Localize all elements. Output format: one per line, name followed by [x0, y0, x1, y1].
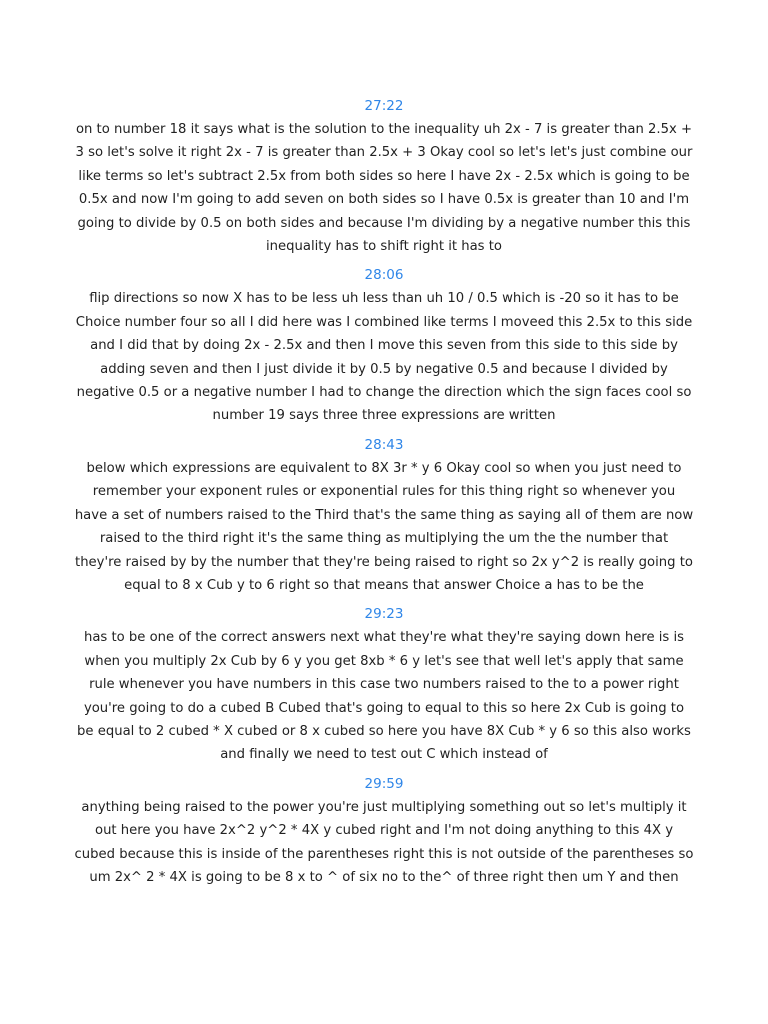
transcript-line: raised to the third right it's the same thing as multiplying the um the the number that: [99, 531, 669, 547]
transcript-segment: [0, 265, 768, 427]
timestamp-link[interactable]: 28:06: [364, 267, 404, 284]
transcript-line: inequality has to shift right it has to: [266, 239, 502, 255]
transcript-line: anything being raised to the power you're just multiplying something out so let's multiply it: [81, 799, 687, 815]
transcript-line: number 19 says three three expressions are written: [212, 408, 556, 424]
transcript-line: has to be one of the correct answers next what they're what they're saying down here is is: [83, 630, 685, 646]
transcript-segment: [0, 774, 768, 890]
transcript-segment: [0, 435, 768, 597]
timestamp-link[interactable]: 27:22: [364, 98, 404, 114]
transcript-line: 0.5x and now I'm going to add seven on both sides so I have 0.5x is greater than 10 and I'm: [78, 192, 690, 208]
transcript-line: and finally we need to test out C which instead of: [220, 747, 548, 763]
transcript-segment: [0, 604, 768, 766]
timestamp-link[interactable]: 29:23: [364, 606, 404, 623]
transcript-line: on to number 18 it says what is the solution to the inequality uh 2x - 7 is greater than 2.5x +: [75, 122, 693, 137]
transcript-line: like terms so let's subtract 2.5x from both sides so here I have 2x - 2.5x which is going to be: [78, 168, 690, 184]
transcript-line: flip directions so now X has to be less uh less than uh 10 / 0.5 which is -20 so it has to be: [89, 291, 679, 307]
transcript-line: when you multiply 2x Cub by 6 y you get 8xb * 6 y let's see that well let's apply that same: [84, 653, 684, 669]
transcript-line: they're raised by by the number that they're being raised to right so 2x y^2 is really going to: [75, 554, 693, 570]
transcript-line: Choice number four so all I did here was I combined like terms I moveed this 2.5x to this side: [75, 314, 693, 330]
transcript-line: negative 0.5 or a negative number I had to change the direction which the sign faces cool so: [76, 385, 692, 401]
transcript-line: equal to 8 x Cub y to 6 right so that means that answer Choice a has to be the: [124, 577, 644, 593]
timestamp-link[interactable]: 28:43: [364, 436, 404, 453]
transcript-line: and I did that by doing 2x - 2.5x and then I move this seven from this side to this side by: [90, 338, 678, 354]
transcript-line: below which expressions are equivalent to 8X 3r * y 6 Okay cool so when you just need to: [86, 460, 682, 476]
transcript-line: remember your exponent rules or exponential rules for this thing right so whenever you: [92, 484, 676, 500]
transcript-segment: [0, 96, 768, 258]
transcript-line: adding seven and then I just divide it by 0.5 by negative 0.5 and because I divided by: [100, 361, 668, 377]
transcript-line: out here you have 2x^2 y^2 * 4X y cubed right and I'm not doing anything to this 4X y: [95, 823, 673, 839]
transcript-line: um 2x^ 2 * 4X is going to be 8 x to ^ of six no to the^ of three right then um Y and then: [89, 869, 679, 885]
transcript-line: you're going to do a cubed B Cubed that's going to equal to this so here 2x Cub is going to: [83, 700, 685, 716]
transcript-line: be equal to 2 cubed * X cubed or 8 x cubed so here you have 8X Cub * y 6 so this also works: [77, 723, 691, 739]
transcript-line: cubed because this is inside of the parentheses right this is not outside of the parentheses so: [74, 846, 694, 862]
transcript-line: rule whenever you have numbers in this case two numbers raised to the to a power right: [89, 677, 679, 693]
timestamp-link[interactable]: 29:59: [364, 775, 404, 792]
transcript-line: 3 so let's solve it right 2x - 7 is greater than 2.5x + 3 Okay cool so let's let's just combine our: [75, 145, 693, 161]
transcript-line: have a set of numbers raised to the Third that's the same thing as saying all of them are now: [74, 507, 694, 523]
transcript-line: going to divide by 0.5 on both sides and because I'm dividing by a negative number this this: [77, 215, 691, 231]
